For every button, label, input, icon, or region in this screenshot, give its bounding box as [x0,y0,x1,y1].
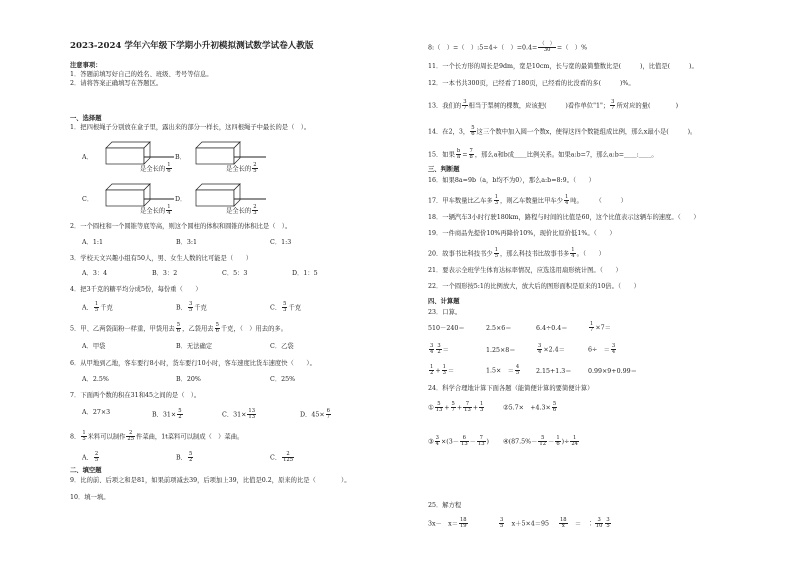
q2-option-a: A．1:1 [82,239,103,246]
q5-option-c: C．乙袋 [270,343,294,350]
q4-option-c: C． $\frac{5}{3}$ 千克 [270,301,302,314]
question-3: 3．学校天文兴趣小组有50人，男、女生人数的比可能是（ ） [70,255,253,262]
question-5: 5．甲、乙两袋面粉一样重，甲袋用去 $\frac{5}{6}$ ，乙袋用去 $\frac{5}{6}$ 千克，（ ）用去的多。 [70,322,287,335]
notice-item-1: 1．答题前填写好自己的姓名、班级、考号等信息。 [70,71,213,78]
question-8: 8． $\frac{1}{5}$ 米料可以制作 $\frac{2}{25}$ 件菜曲，1t菜料可以制成（ ）菜曲。 [70,430,244,443]
calc-r3-c2: 1.5× ＝ $\frac{4}{5}$ [486,364,520,377]
q3-option-c: C．5：3 [222,270,248,277]
question-21: 21．要表示全班学生体育达标率情况，应选选用扇形统计图。（ ） [428,267,622,274]
section-fill: 二、填空题 [70,467,102,474]
q5-option-a: A．甲袋 [82,343,106,350]
q7-option-d: D．45× $\frac{6}{7}$ [300,408,330,421]
q24-item-3: ③ $\frac{3}{4}$ ×(3－ $\frac{6}{13}$ － $\frac{7}{13}$ ) [428,435,489,448]
section-judge: 三、判断题 [428,166,460,173]
question-19: 19．一件商品先提价10%再降价10%，现价比原价低1%。（ ） [428,230,616,237]
question-18: 18．一辆汽车3小时行驶180km，路程与时间的比值是60，这个比值表示这辆车的速度。（ ） [428,214,700,221]
q24-item-2: ②5.7× +4.3× $\frac{5}{6}$ [503,401,557,414]
q6-option-a: A．2.5% [82,376,109,383]
question-17: 17．甲车数量比乙车多 $\frac{1}{3}$ ，则乙车数量比甲车少 $\frac{1}{4}$ 吨。 （ ） [428,194,627,207]
q5-option-b: B．无法确定 [176,343,213,350]
q1-b-fraction: $\frac{2}{5}$ [253,162,257,175]
calc-r1-c3: 6.4÷0.4＝ [536,325,568,332]
question-20: 20．故事书比科技书少 $\frac{1}{5}$ ，那么科技书比故事书多 $\frac{1}{4}$ 。（ ） [428,247,605,260]
equation-2: $\frac{3}{5}$ x＋5×4＝95 [500,517,550,530]
q6-option-c: C．25% [270,376,296,383]
calc-r1-c4: $\frac{1}{7}$ ×7＝ [590,321,611,334]
calc-r3-c3: 2.15+1.3＝ [536,368,572,375]
calc-r3-c1: $\frac{1}{2}$ + $\frac{1}{3}$ ＝ [430,364,455,377]
question-24: 24．科学合理地计算下面各题（能简便计算的要简便计算） [428,385,594,392]
q1-option-d-caption: 是全长的 $\frac{2}{3}$ [226,204,257,217]
q24-item-4: ④(87.5%－ $\frac{5}{12}$ － $\frac{1}{6}$ )÷ $\frac{1}{24}$ [503,435,578,448]
q1-option-b-label: B． [175,154,186,161]
equation-1: 3x－ x＝ $\frac{18}{19}$ [428,517,467,530]
question-15: 15．如果 $\frac{b}{a}$ = $\frac{7}{8}$ ，那么a和b成____比例关系。如果a:b=7，那么a:b=____:____。 [428,148,658,161]
q1-c-fraction: $\frac{1}{4}$ [167,204,171,217]
section-calc: 四、计算题 [428,298,460,305]
question-25: 25．解方程 [428,502,462,509]
calc-r2-c3: $\frac{3}{4}$ ×2.4＝ [538,343,565,356]
calc-r1-c2: 2.5×6＝ [486,325,512,332]
q1-option-c-caption: 是全长的 $\frac{1}{4}$ [140,204,171,217]
question-6: 6．从甲地到乙地，客车要行8小时，货车要行10小时，客车速度比货车速度快（ ）。 [70,360,316,367]
question-22: 22．一个圆形按5:1的比例放大，放大后的图形面积是原来的10倍。（ ） [428,283,640,290]
question-11: 11．一个长方形的周长是9dm，宽是10cm，长与宽的最简整数比是( )，比值是( )。 [428,63,698,70]
q7-option-c: C．31× $\frac{13}{13}$ [222,408,256,421]
notice-item-2: 2．请将答案正确填写在答题区。 [70,80,163,87]
q2-option-c: C．1:3 [270,239,292,246]
question-4: 4．把3千克的糖平均分成5份，每份重（ ） [70,286,202,293]
question-9: 9．比的前、后项之和是81，如果前项减去39，后项加上39，比值是0.2，原来的比是（ ）。 [70,477,351,484]
calc-r2-c4: 6÷ ＝ $\frac{3}{4}$ [588,343,616,356]
equation-3: $\frac{18}{x}$ ＝ ∶ $\frac{3}{10}$ $\frac{3}{5}$ [560,517,610,530]
q1-option-c-label: C． [82,196,94,203]
question-2: 2．一个圆柱和一个圆锥等底等高，则这个圆柱的体积和圆锥的体积比是（ ）。 [70,223,292,230]
q8-option-a: A． $\frac{2}{5}$ [82,451,99,464]
question-14: 14．在2，3， $\frac{5}{6}$ 这三个数中加入圆一个数x，使得这四个数能组成比例，那么x最小是( )。 [428,125,697,138]
q7-option-a: A．27×3 [82,409,111,416]
section-choice: 一、选择题 [70,115,102,122]
calc-r2-c1: $\frac{3}{4}$ $\frac{3}{2}$ ＝ [430,343,449,356]
question-23: 23．口算。 [428,309,462,316]
q3-option-a: A．3：4 [82,270,108,277]
fill-q8-line: 8:（ ）=（ ）:5=4÷（ ）=0.4= $\frac{( )}{30}$ =（ ）% [428,41,588,54]
q2-option-b: B．3:1 [176,239,198,246]
q1-option-d-label: D． [175,196,187,203]
question-12: 12．一本书共300页，已经看了180页，已经看的比没看的多( )%。 [428,80,635,87]
q3-option-d: D．1：5 [292,270,318,277]
question-1: 1．把四根绳子分别放在盒子里，露出来的部分一样长，这四根绳子中最长的是（ ）。 [70,124,311,131]
q4-option-a: A． $\frac{1}{5}$ 千克 [82,301,113,314]
q3-option-b: B．3：2 [152,270,178,277]
q1-a-fraction: $\frac{1}{6}$ [167,162,171,175]
question-13: 13．我们的 $\frac{3}{7}$ 相当于梨树的棵数，应该把( )看作单位"1"； $\frac{3}{7}$ 所对应的量( ) [428,99,679,112]
exam-title: 2023-2024 学年六年级下学期小升初模拟测试数学试卷人教版 [70,41,314,51]
calc-r1-c1: 510－240＝ [428,325,465,332]
q4-option-b: B． $\frac{3}{5}$ 千克 [176,301,207,314]
question-10: 10．填一填。 [70,494,110,501]
q8-option-c: C． $\frac{2}{125}$ [270,451,294,464]
q6-option-b: B．20% [176,376,201,383]
question-16: 16．如果8a=9b（a，b均不为0），那么a:b=8:9。（ ） [428,177,595,184]
q7-option-b: B．31× $\frac{5}{2}$ [152,408,182,421]
calc-r3-c4: 0.99×9+0.99＝ [588,368,637,375]
q1-option-a-caption: 是全长的 $\frac{1}{6}$ [140,162,171,175]
q1-d-fraction: $\frac{2}{3}$ [253,204,257,217]
notice-heading: 注意事项： [70,62,102,69]
calc-r2-c2: 1.25×8＝ [486,347,516,354]
q8-option-b: B． $\frac{5}{2}$ [176,451,193,464]
question-7: 7．下面两个数的积在31和45之间的是（ ）。 [70,392,201,399]
q24-item-1: ① $\frac{5}{13}$ + $\frac{5}{7}$ + $\frac{7}{13}$ + $\frac{1}{3}$ [428,401,484,414]
q1-option-a-label: A． [82,154,93,161]
q1-option-b-caption: 是全长的 $\frac{2}{5}$ [226,162,257,175]
